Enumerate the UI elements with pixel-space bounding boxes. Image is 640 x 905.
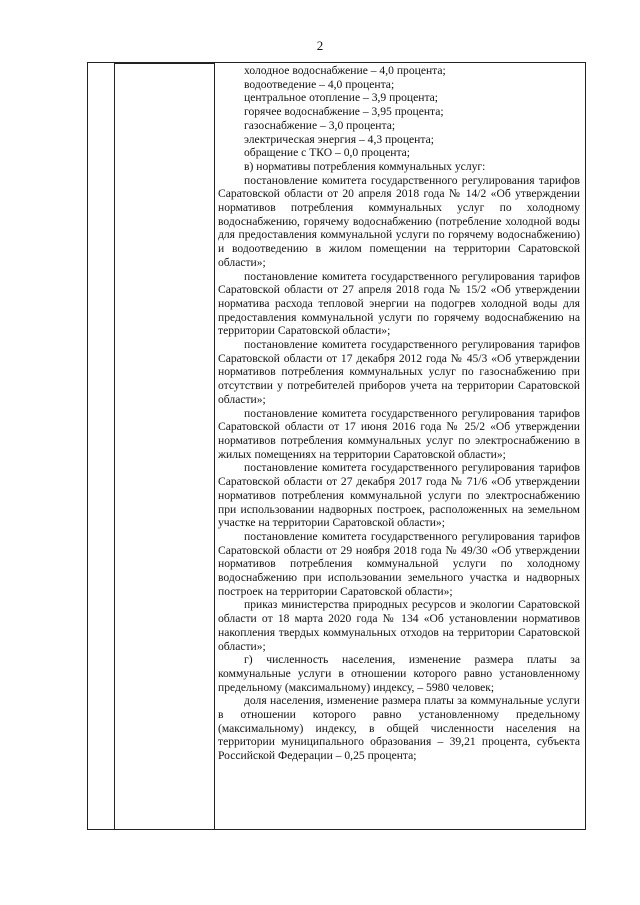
list-item-heating: центральное отопление – 3,9 процента;	[244, 91, 439, 105]
table-column-divider-2	[214, 63, 215, 829]
paragraph-population-count: г) численность населения, изменение размера платы за коммунальные услуги в отношении которого равно установленному предельному (максимальному) индексу, – 5980 человек;	[218, 653, 580, 694]
list-item-sewerage: водоотведение – 4,0 процента;	[244, 77, 395, 91]
document-table	[87, 62, 586, 830]
table-column-divider-1	[114, 63, 115, 829]
list-item-hot-water: горячее водоснабжение – 3,95 процента;	[244, 105, 444, 119]
paragraph-resolution-15-2: постановление комитета государственного регулирования тарифов Саратовской области от 27 апреля 2018 года № 15/2 «Об утверждении норматива расхода тепловой энергии на подогрев холодной воды для предоставления коммунальной услуги по горячему водоснабжению на территории Саратовской области»;	[218, 269, 580, 338]
paragraph-resolution-25-2: постановление комитета государственного регулирования тарифов Саратовской области от 17 июня 2016 года № 25/2 «Об утверждении нормативов потребления коммунальных услуг по электроснабжению в жилых помещениях на территории Саратовской области»;	[218, 406, 580, 461]
paragraph-resolution-14-2: постановление комитета государственного регулирования тарифов Саратовской области от 20 апреля 2018 года № 14/2 «Об утверждении нормативов потребления коммунальных услуг по холодному водоснабжению, горячему водоснабжению (потребление холодной воды для предоставления коммунальной услуги по горячему водоснабжению) и водоотведению в жилом помещении на территории Саратовской области»;	[218, 173, 580, 269]
list-item-cold-water: холодное водоснабжение – 4,0 процента;	[244, 64, 446, 77]
list-item-waste: обращение с ТКО – 0,0 процента;	[244, 146, 411, 160]
table-row-divider	[114, 63, 214, 64]
table-cell-content	[218, 64, 580, 763]
paragraph-population-share: доля населения, изменение размера платы за коммунальные услуги в отношении которого равно установленному предельному (максимальному) индексу, в общей численности населения на территории муниципального образования – 39,21 процента, субъекта Российской Федерации – 0,25 процента;	[218, 694, 580, 763]
list-item-electricity: электрическая энергия – 4,3 процента;	[244, 132, 434, 146]
paragraph-order-134: приказ министерства природных ресурсов и экологии Саратовской области от 18 марта 2020 года № 134 «Об установлении нормативов накопления твердых коммунальных отходов на территории Саратовской области»;	[218, 598, 580, 653]
list-item-gas: газоснабжение – 3,0 процента;	[244, 118, 396, 132]
paragraph-resolution-45-3: постановление комитета государственного регулирования тарифов Саратовской области от 17 декабря 2012 года № 45/3 «Об утверждении нормативов потребления коммунальных услуг по газоснабжению при отсутствии у потребителей приборов учета на территории Саратовской области»;	[218, 338, 580, 406]
page-number: 2	[316, 38, 324, 53]
section-heading-norms: в) нормативы потребления коммунальных услуг:	[244, 159, 486, 173]
paragraph-resolution-49-30: постановление комитета государственного регулирования тарифов Саратовской области от 29 ноября 2018 года № 49/30 «Об утверждении нормативов потребления коммунальной услуги по холодному водоснабжению при использовании земельного участка и надворных построек на территории Саратовской области»;	[218, 529, 580, 598]
paragraph-resolution-71-6: постановление комитета государственного регулирования тарифов Саратовской области от 27 декабря 2017 года № 71/6 «Об утверждении нормативов потребления коммунальной услуги по электроснабжению при использовании надворных построек, расположенных на земельном участке на территории Саратовской области»;	[218, 461, 580, 530]
